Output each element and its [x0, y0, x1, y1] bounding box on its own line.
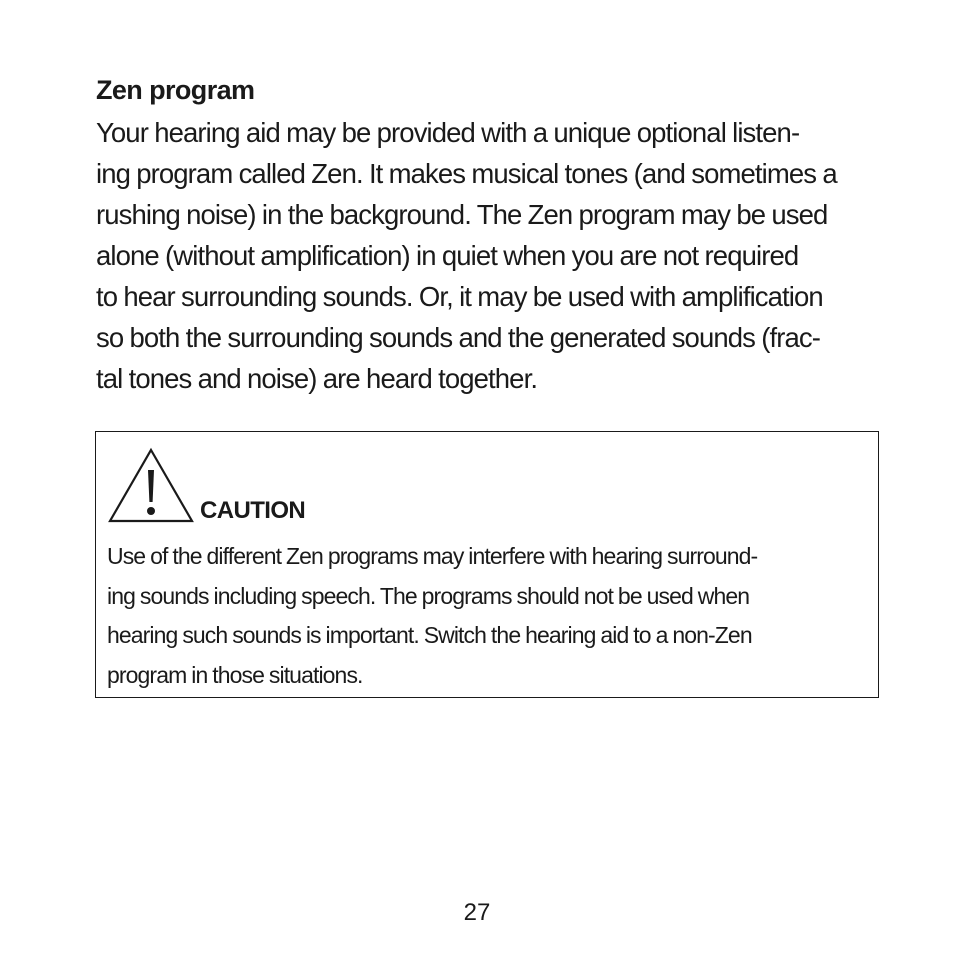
page-number: 27: [463, 899, 491, 926]
zen-program-description: Your hearing aid may be provided with a unique optional listen- ing program called Zen. It makes musical tones (and sometimes a rushing noise) in the background. The Zen program may be used alone (without amplification) in quiet when you are not required to hear surrounding sounds. Or, it may be used with amplification so both the surrounding sounds and the generated sounds (frac- tal tones and noise) are heard together.: [96, 117, 837, 394]
caution-box: [95, 431, 879, 698]
section-title: Zen program: [96, 75, 255, 105]
caution-text: Use of the different Zen programs may interfere with hearing surround- ing sounds including speech. The programs should not be used when hearing such sounds is important. Switch the hearing aid to a non-Zen program in those situations.: [107, 543, 758, 688]
caution-label: CAUTION: [200, 497, 306, 524]
warning-triangle-icon: [107, 447, 195, 525]
